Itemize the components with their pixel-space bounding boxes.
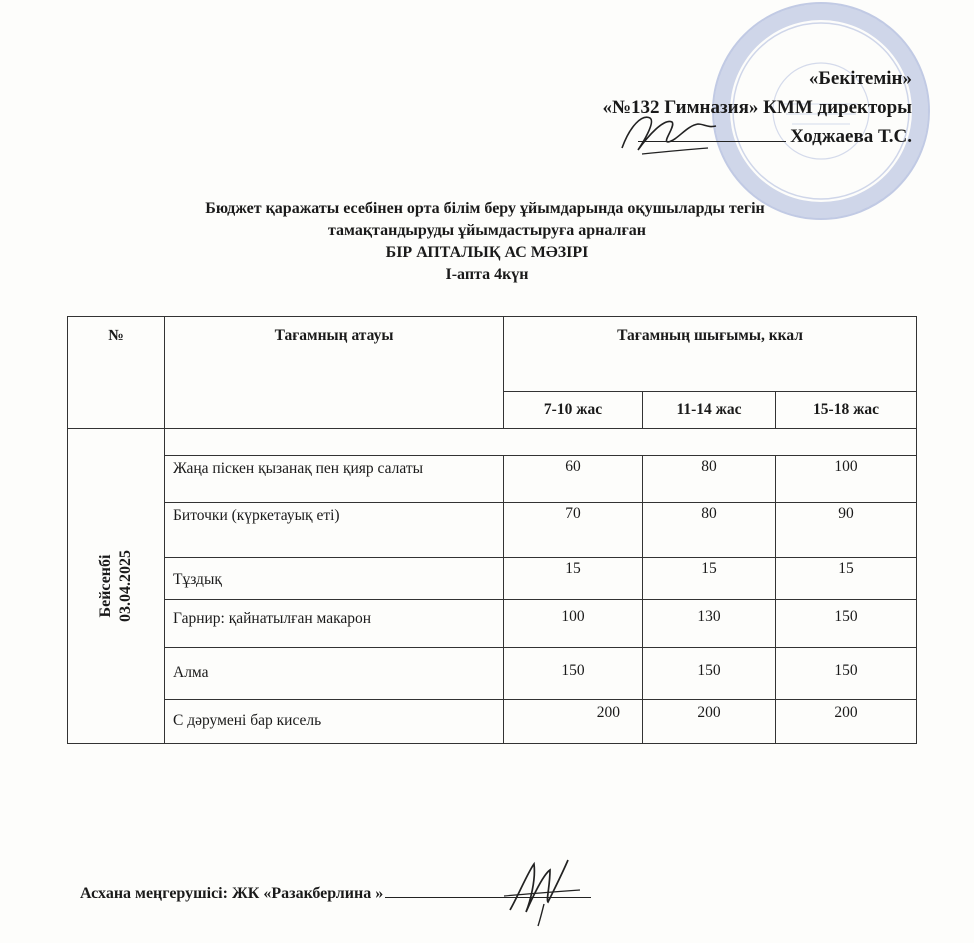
dish-name: Алма [165, 647, 504, 699]
footer-signature-block [80, 883, 591, 903]
header-number: № [68, 317, 165, 429]
table-row [68, 502, 917, 557]
value-15-18: 150 [776, 600, 917, 647]
value-11-14: 200 [643, 699, 776, 743]
header-age-15-18: 15-18 жас [776, 392, 917, 428]
dish-name: Жаңа піскен қызанақ пен қияр салаты [165, 455, 504, 502]
table-row [68, 647, 917, 699]
title-line-4: І-апта 4күн [445, 266, 529, 283]
dish-name: С дәрумені бар кисель [165, 699, 504, 743]
header-yield: Тағамның шығымы, ккал [504, 317, 917, 392]
dish-name: Гарнир: қайнатылған макарон [165, 600, 504, 647]
document-title [0, 198, 974, 286]
value-15-18: 15 [776, 558, 917, 600]
title-line-3: БІР АПТАЛЫҚ АС МӘЗІРІ [385, 244, 589, 261]
title-line-1: Бюджет қаражаты есебінен орта білім беру ұйымдарында оқушыларды тегін [205, 200, 765, 217]
value-7-10: 15 [504, 558, 643, 600]
kitchen-manager-label: Асхана меңгерушісі: ЖК «Разакберлина » [80, 885, 384, 902]
approval-title: «Бекітемін» [808, 68, 912, 89]
dish-name: Биточки (күркетауық еті) [165, 502, 504, 557]
director-signature [612, 96, 722, 166]
value-15-18: 90 [776, 502, 917, 557]
value-7-10: 100 [504, 600, 643, 647]
approval-position: «№132 Гимназия» КММ директоры [602, 97, 912, 118]
director-name: Ходжаева Т.С. [790, 126, 912, 147]
value-7-10: 70 [504, 502, 643, 557]
menu-table [67, 316, 917, 744]
day-date: 03.04.2025 [117, 549, 134, 622]
signature-underline [385, 883, 591, 898]
value-7-10: 150 [504, 647, 643, 699]
value-11-14: 80 [643, 502, 776, 557]
dish-name: Тұздық [165, 558, 504, 600]
value-11-14: 80 [643, 455, 776, 502]
table-row [68, 699, 917, 743]
value-11-14: 150 [643, 647, 776, 699]
value-7-10: 200 [504, 699, 643, 743]
value-11-14: 15 [643, 558, 776, 600]
table-row [68, 558, 917, 600]
table-row [68, 600, 917, 647]
value-15-18: 100 [776, 455, 917, 502]
header-age-11-14: 11-14 жас [643, 392, 776, 428]
header-age-7-10: 7-10 жас [504, 392, 643, 428]
value-11-14: 130 [643, 600, 776, 647]
table-row [68, 455, 917, 502]
value-15-18: 200 [776, 699, 917, 743]
spacer-row [165, 428, 917, 455]
day-name: Бейсенбі [97, 554, 114, 618]
day-cell [68, 428, 165, 744]
header-dish-name: Тағамның атауы [165, 317, 504, 429]
title-line-2: тамақтандыруды ұйымдастыруға арналған [327, 222, 646, 239]
day-label [96, 550, 136, 622]
value-7-10: 60 [504, 455, 643, 502]
value-15-18: 150 [776, 647, 917, 699]
